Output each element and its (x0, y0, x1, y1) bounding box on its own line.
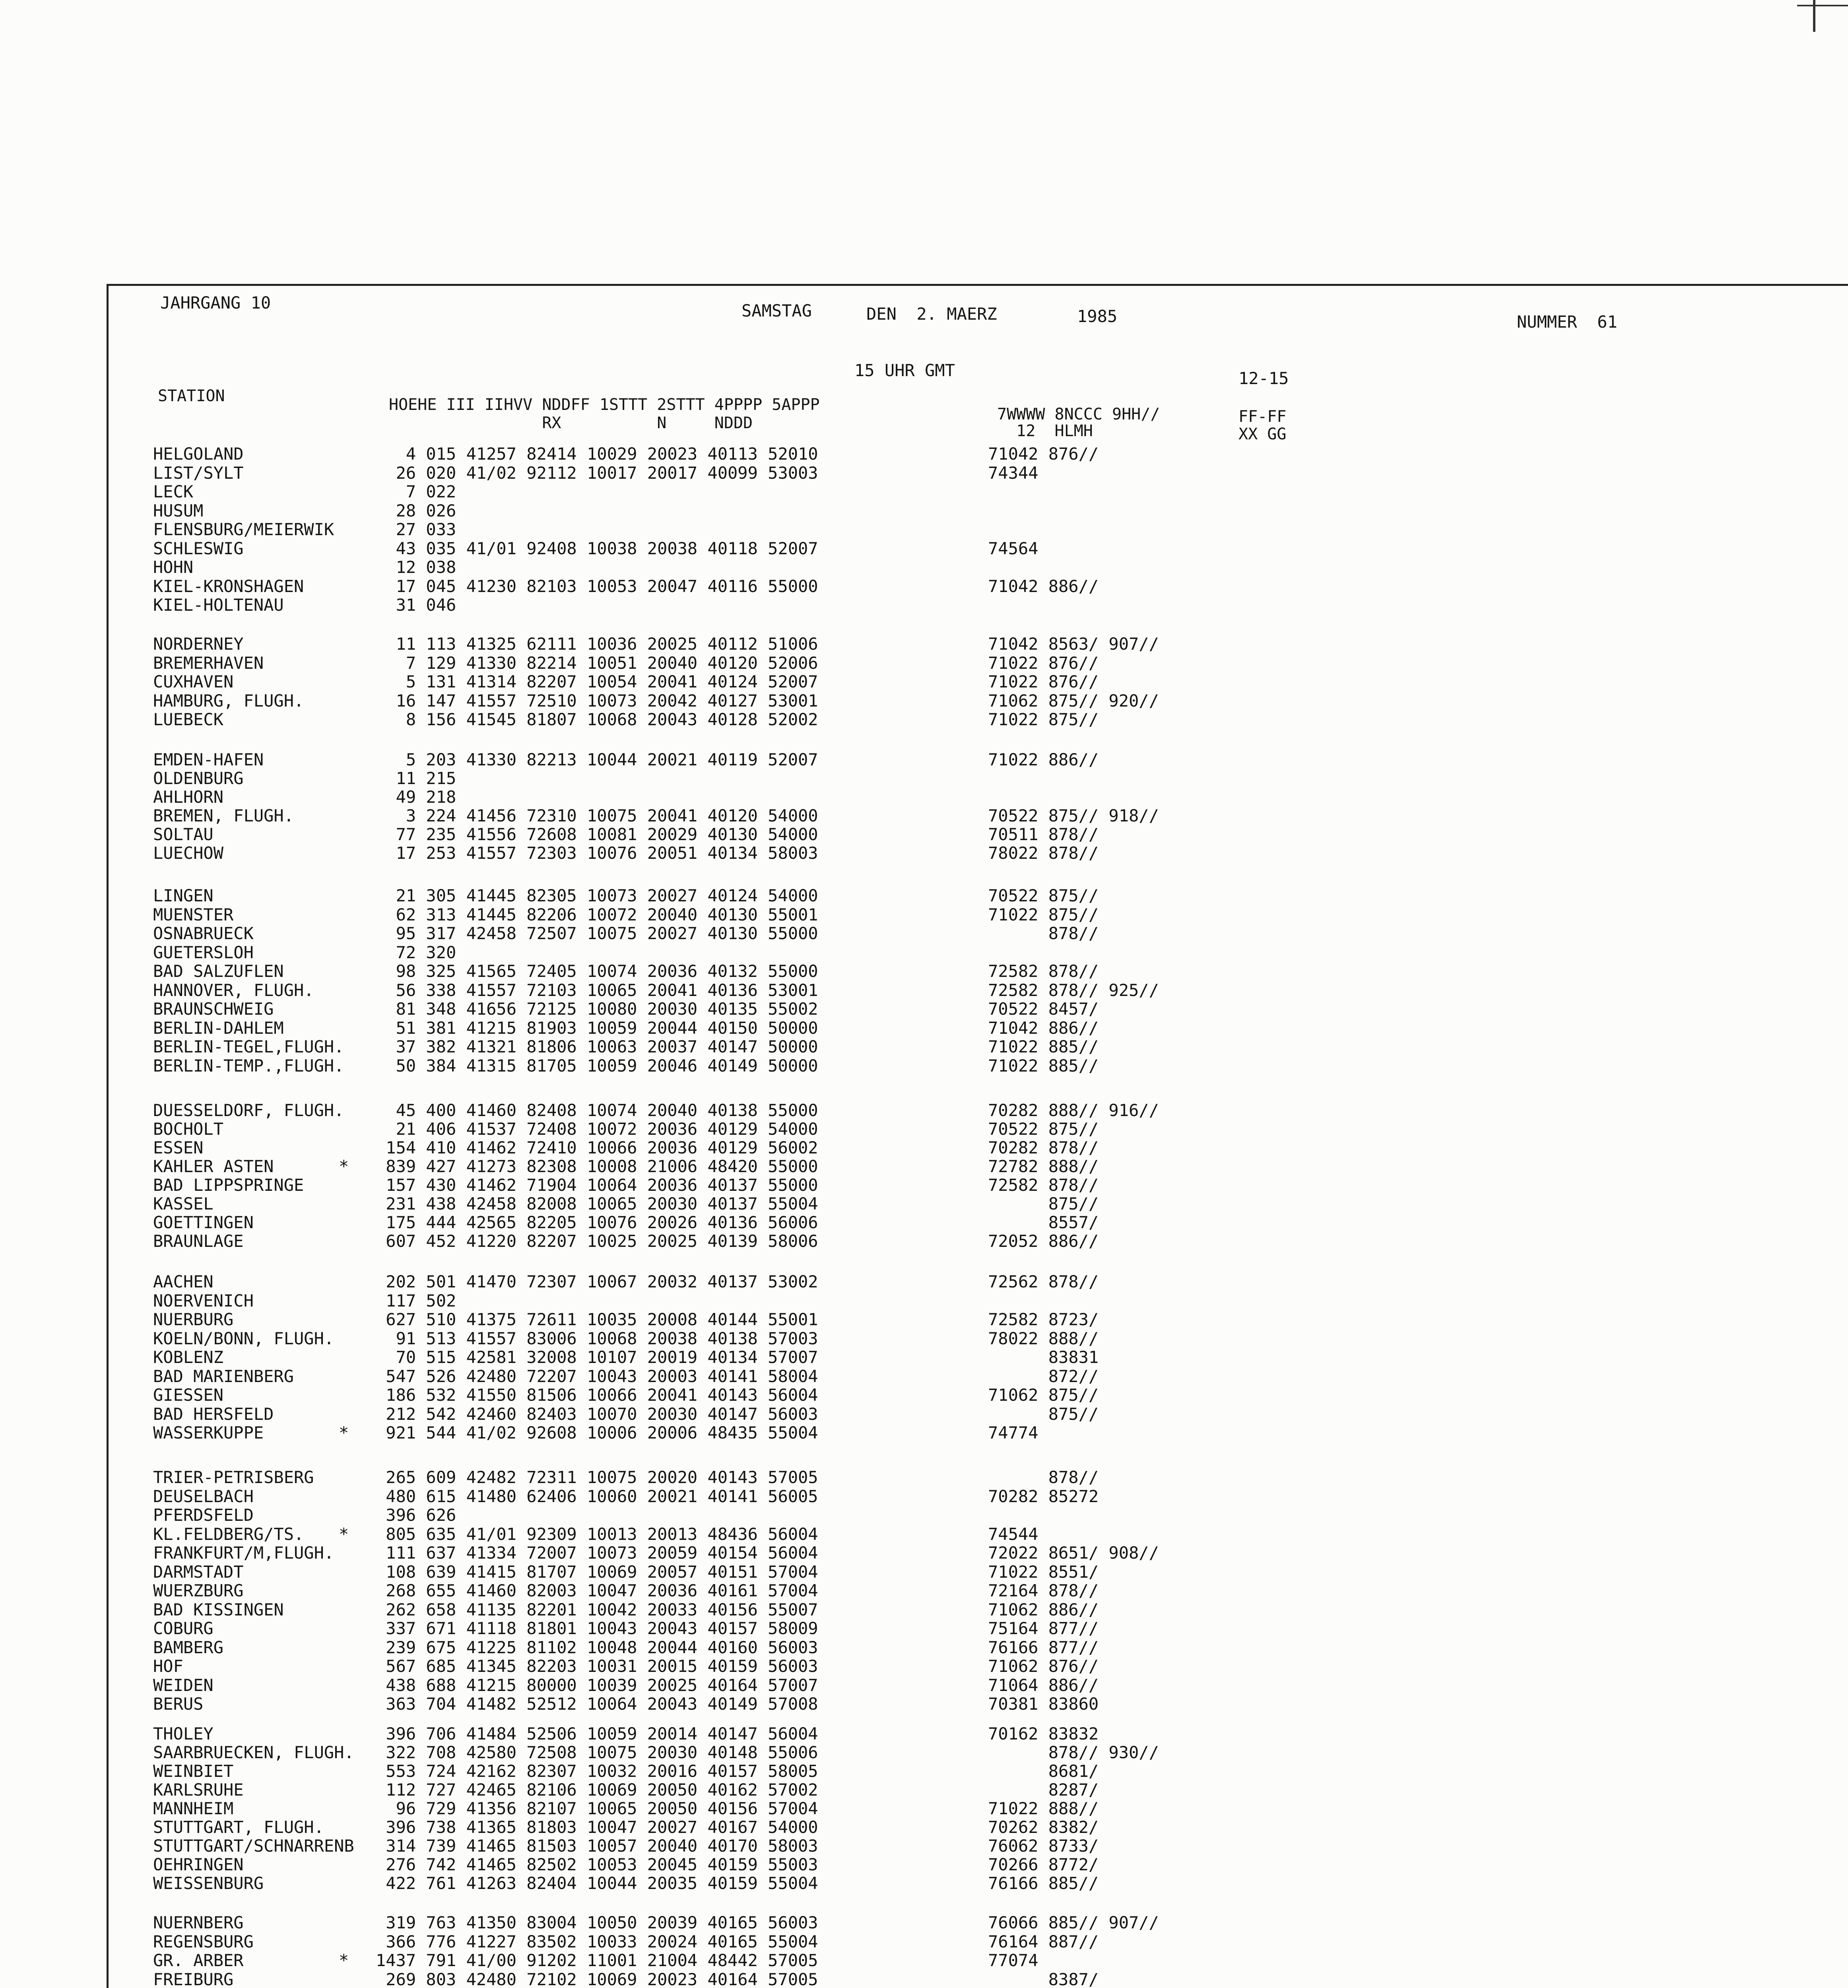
mountain-station-marker: * (339, 1951, 349, 1970)
observation-codes: 11 113 41325 62111 10036 20025 40112 51006 (376, 634, 818, 654)
extra-codes: 875// (988, 1404, 1099, 1424)
observation-codes: 17 253 41557 72303 10076 20051 40134 58003 (376, 843, 818, 863)
extra-codes: 872// (988, 1367, 1099, 1386)
extra-codes: 70522 875// (988, 886, 1099, 905)
observation-codes: 91 513 41557 83006 10068 20038 40138 57003 (376, 1329, 818, 1348)
station-name: BAD SALZUFLEN (153, 961, 284, 981)
observation-codes: 21 305 41445 82305 10073 20027 40124 54000 (376, 886, 818, 905)
observation-codes: 45 400 41460 82408 10074 20040 40138 55000 (376, 1101, 818, 1120)
observation-codes: 186 532 41550 81506 10066 20041 40143 56004 (376, 1385, 818, 1405)
code-column-header: HOEHE III IIHVV NDDFF 1STTT 2STTT 4PPPP 5APPP (389, 396, 820, 414)
extra-column-header: 7WWWW 8NCCC 9HH// (997, 405, 1160, 423)
observation-codes: 314 739 41465 81503 10057 20040 40170 58003 (376, 1836, 818, 1856)
station-name: BAD MARIENBERG (153, 1367, 294, 1386)
observation-codes: 43 035 41/01 92408 10038 20038 40118 52007 (376, 539, 818, 558)
station-name: LUEBECK (153, 710, 224, 729)
station-name: WASSERKUPPE (153, 1423, 264, 1442)
observation-codes: 95 317 42458 72507 10075 20027 40130 55000 (376, 924, 818, 943)
observation-codes: 607 452 41220 82207 10025 20025 40139 58006 (376, 1231, 818, 1251)
station-name: KL.FELDBERG/TS. (153, 1524, 304, 1544)
extra-codes: 70522 875// 918// (988, 806, 1159, 825)
observation-codes: 112 727 42465 82106 10069 20050 40162 57002 (376, 1780, 818, 1800)
extra-codes: 74564 (988, 539, 1039, 558)
extra-codes: 71062 875// (988, 1385, 1099, 1405)
observation-codes: 21 406 41537 72408 10072 20036 40129 54000 (376, 1119, 818, 1139)
volume-label: JAHRGANG 10 (160, 293, 271, 313)
observation-codes: 157 430 41462 71904 10064 20036 40137 55000 (376, 1175, 818, 1195)
station-name: TRIER-PETRISBERG (153, 1468, 314, 1487)
extra-codes: 70522 875// (988, 1119, 1099, 1139)
station-name: OSNABRUECK (153, 924, 254, 943)
extra-codes: 8387/ (988, 1970, 1099, 1988)
observation-codes: 212 542 42460 82403 10070 20030 40147 56003 (376, 1404, 818, 1424)
station-name: PFERDSFELD (153, 1505, 254, 1525)
station-name: AACHEN (153, 1272, 214, 1291)
extra-codes: 71022 8551/ (988, 1562, 1099, 1582)
station-name: SOLTAU (153, 825, 214, 844)
observation-codes: 322 708 42580 72508 10075 20030 40148 55006 (376, 1743, 818, 1762)
extra-codes: 71022 876// (988, 672, 1099, 691)
observation-codes: 567 685 41345 82203 10031 20015 40159 56003 (376, 1656, 818, 1676)
extra-codes: 878// (988, 924, 1099, 943)
observation-codes: 396 626 (376, 1505, 456, 1525)
observation-codes: 262 658 41135 82201 10042 20033 40156 55007 (376, 1600, 818, 1619)
extra-codes: 70162 83832 (988, 1724, 1099, 1743)
extra-column-subheader: 12 HLMH (997, 422, 1093, 440)
observation-codes: 366 776 41227 83502 10033 20024 40165 55004 (376, 1932, 818, 1951)
observation-codes: 62 313 41445 82206 10072 20040 40130 55001 (376, 905, 818, 924)
extra-codes: 72022 8651/ 908// (988, 1543, 1159, 1563)
observation-codes: 7 022 (376, 482, 456, 501)
station-name: BERUS (153, 1694, 204, 1714)
extra-codes: 74344 (988, 463, 1039, 483)
station-name: KIEL-HOLTENAU (153, 595, 284, 615)
station-name: STUTTGART, FLUGH. (153, 1817, 324, 1837)
station-name: HANNOVER, FLUGH. (153, 980, 314, 1000)
observation-codes: 268 655 41460 82003 10047 20036 40161 57004 (376, 1581, 818, 1600)
station-name: BOCHOLT (153, 1119, 224, 1139)
station-name: BAMBERG (153, 1638, 224, 1657)
extra-codes: 70522 8457/ (988, 999, 1099, 1019)
station-name: AHLHORN (153, 787, 224, 807)
observation-codes: 12 038 (376, 557, 456, 577)
station-name: GR. ARBER (153, 1951, 244, 1970)
observation-codes: 5 131 41314 82207 10054 20041 40124 52007 (376, 672, 818, 691)
station-name: REGENSBURG (153, 1932, 254, 1951)
extra-codes: 72582 878// (988, 1175, 1099, 1195)
station-name: DEUSELBACH (153, 1487, 254, 1506)
station-name: BRAUNSCHWEIG (153, 999, 274, 1019)
station-name: NOERVENICH (153, 1291, 254, 1310)
observation-codes: 3 224 41456 72310 10075 20041 40120 54000 (376, 806, 818, 825)
extra-codes: 8681/ (988, 1761, 1099, 1781)
extra-codes: 74774 (988, 1423, 1039, 1442)
observation-codes: 839 427 41273 82308 10008 21006 48420 55000 (376, 1157, 818, 1176)
extra-codes: 70282 888// 916// (988, 1101, 1159, 1120)
extra-codes: 71022 885// (988, 1037, 1099, 1056)
observation-codes: 276 742 41465 82502 10053 20045 40159 55003 (376, 1855, 818, 1874)
station-name: KASSEL (153, 1194, 214, 1213)
station-name: BRAUNLAGE (153, 1231, 244, 1251)
observation-codes: 396 738 41365 81803 10047 20027 40167 54000 (376, 1817, 818, 1837)
extra-codes: 8287/ (988, 1780, 1099, 1800)
observation-codes: 11 215 (376, 769, 456, 788)
observation-codes: 5 203 41330 82213 10044 20021 40119 52007 (376, 750, 818, 769)
observation-codes: 319 763 41350 83004 10050 20039 40165 56003 (376, 1913, 818, 1932)
extra-codes: 71042 886// (988, 1018, 1099, 1038)
station-name: NORDERNEY (153, 634, 244, 654)
extra-codes: 75164 877// (988, 1619, 1099, 1638)
observation-codes: 154 410 41462 72410 10066 20036 40129 56002 (376, 1138, 818, 1157)
station-name: DUESSELDORF, FLUGH. (153, 1101, 344, 1120)
weekday-label: SAMSTAG (742, 301, 812, 320)
extra-codes: 70511 878// (988, 825, 1099, 844)
extra-codes: 71022 885// (988, 1056, 1099, 1076)
observation-codes: 96 729 41356 82107 10065 20050 40156 57004 (376, 1799, 818, 1818)
extra-codes: 71022 875// (988, 710, 1099, 729)
station-name: BERLIN-TEGEL,FLUGH. (153, 1037, 344, 1056)
observation-codes: 337 671 41118 81801 10043 20043 40157 58009 (376, 1619, 818, 1638)
station-name: DARMSTADT (153, 1562, 244, 1582)
observation-codes: 108 639 41415 81707 10069 20057 40151 57004 (376, 1562, 818, 1582)
extra-codes: 71042 8563/ 907// (988, 634, 1159, 654)
station-name: BERLIN-DAHLEM (153, 1018, 284, 1038)
extra-codes: 71042 876// (988, 444, 1099, 464)
station-name: SAARBRUECKEN, FLUGH. (153, 1743, 354, 1762)
observation-time: 15 UHR GMT (854, 361, 955, 380)
station-column-header: STATION (158, 387, 225, 405)
extra-codes: 76062 8733/ (988, 1836, 1099, 1856)
issue-number: NUMMER 61 (1517, 312, 1617, 332)
extra-codes: 76166 877// (988, 1638, 1099, 1657)
station-name: WEINBIET (153, 1761, 234, 1781)
date-label: DEN 2. MAERZ (866, 304, 997, 324)
observation-codes: 269 803 42480 72102 10069 20023 40164 57005 (376, 1970, 818, 1988)
station-name: KOBLENZ (153, 1347, 224, 1367)
extra-codes: 71062 886// (988, 1600, 1099, 1619)
extra-codes: 8557/ (988, 1213, 1099, 1232)
station-name: HOHN (153, 557, 194, 577)
extra-codes: 70282 878// (988, 1138, 1099, 1157)
observation-codes: 26 020 41/02 92112 10017 20017 40099 53003 (376, 463, 818, 483)
extra-codes: 878// 930// (988, 1743, 1159, 1762)
station-name: FLENSBURG/MEIERWIK (153, 520, 334, 539)
extra-codes: 70262 8382/ (988, 1817, 1099, 1837)
station-name: CUXHAVEN (153, 672, 234, 691)
station-name: BERLIN-TEMP.,FLUGH. (153, 1056, 344, 1076)
observation-codes: 49 218 (376, 787, 456, 807)
extra-codes: 71042 886// (988, 577, 1099, 596)
station-name: KAHLER ASTEN (153, 1157, 274, 1176)
extra-codes: 875// (988, 1194, 1099, 1213)
station-name: FREIBURG (153, 1970, 234, 1988)
observation-codes: 50 384 41315 81705 10059 20046 40149 50000 (376, 1056, 818, 1076)
extra-codes: 71064 886// (988, 1675, 1099, 1695)
observation-codes: 111 637 41334 72007 10073 20059 40154 56004 (376, 1543, 818, 1563)
observation-codes: 202 501 41470 72307 10067 20032 40137 53002 (376, 1272, 818, 1291)
station-name: BREMEN, FLUGH. (153, 806, 294, 825)
extra-codes: 72164 878// (988, 1581, 1099, 1600)
extra-codes: 72582 8723/ (988, 1310, 1099, 1329)
extra-codes: 72782 888// (988, 1157, 1099, 1176)
observation-codes: 17 045 41230 82103 10053 20047 40116 55000 (376, 577, 818, 596)
observation-codes: 28 026 (376, 501, 456, 520)
station-name: BAD HERSFELD (153, 1404, 274, 1424)
extra-codes: 72052 886// (988, 1231, 1099, 1251)
station-name: WEIDEN (153, 1675, 214, 1695)
observation-codes: 81 348 41656 72125 10080 20030 40135 55002 (376, 999, 818, 1019)
observation-codes: 8 156 41545 81807 10068 20043 40128 52002 (376, 710, 818, 729)
observation-codes: 37 382 41321 81806 10063 20037 40147 50000 (376, 1037, 818, 1056)
station-name: THOLEY (153, 1724, 214, 1743)
observation-codes: 51 381 41215 81903 10059 20044 40150 50000 (376, 1018, 818, 1038)
observation-codes: 98 325 41565 72405 10074 20036 40132 55000 (376, 961, 818, 981)
observation-codes: 438 688 41215 80000 10039 20025 40164 57007 (376, 1675, 818, 1695)
extra-codes: 70381 83860 (988, 1694, 1099, 1714)
observation-codes: 239 675 41225 81102 10048 20044 40160 56003 (376, 1638, 818, 1657)
station-name: BAD LIPPSPRINGE (153, 1175, 304, 1195)
station-name: LIST/SYLT (153, 463, 244, 483)
extra-codes: 74544 (988, 1524, 1039, 1544)
observation-codes: 31 046 (376, 595, 456, 615)
station-name: EMDEN-HAFEN (153, 750, 264, 769)
station-name: GUETERSLOH (153, 943, 254, 962)
weather-report-sheet (107, 284, 1848, 1988)
observation-codes: 4 015 41257 82414 10029 20023 40113 52010 (376, 444, 818, 464)
observation-codes: 1437 791 41/00 91202 11001 21004 48442 57005 (376, 1951, 818, 1970)
station-name: MUENSTER (153, 905, 234, 924)
extra-codes: 76166 885// (988, 1873, 1099, 1893)
extra-codes: 71022 876// (988, 653, 1099, 673)
station-name: GOETTINGEN (153, 1213, 254, 1232)
code-column-subheader: RX N NDDD (389, 414, 753, 432)
station-name: GIESSEN (153, 1385, 224, 1405)
station-name: WEISSENBURG (153, 1873, 264, 1893)
extra-codes: 70266 8772/ (988, 1855, 1099, 1874)
year-label: 1985 (1077, 307, 1118, 326)
extra-codes: 71062 876// (988, 1656, 1099, 1676)
station-name: OEHRINGEN (153, 1855, 244, 1874)
station-name: WUERZBURG (153, 1581, 244, 1600)
station-name: FRANKFURT/M,FLUGH. (153, 1543, 334, 1563)
observation-codes: 56 338 41557 72103 10065 20041 40136 53001 (376, 980, 818, 1000)
observation-codes: 627 510 41375 72611 10035 20008 40144 55001 (376, 1310, 818, 1329)
extra-codes: 78022 878// (988, 843, 1099, 863)
extra-codes: 78022 888// (988, 1329, 1099, 1348)
mountain-station-marker: * (339, 1524, 349, 1544)
station-name: LUECHOW (153, 843, 224, 863)
observation-codes: 72 320 (376, 943, 456, 962)
extra-codes: 76164 887// (988, 1932, 1099, 1951)
observation-codes: 921 544 41/02 92608 10006 20006 48435 55004 (376, 1423, 818, 1442)
observation-codes: 77 235 41556 72608 10081 20029 40130 54000 (376, 825, 818, 844)
observation-codes: 27 033 (376, 520, 456, 539)
extra-codes: 76066 885// 907// (988, 1913, 1159, 1932)
station-name: STUTTGART/SCHNARRENB (153, 1836, 354, 1856)
extra-codes: 71022 888// (988, 1799, 1099, 1818)
scan-edge-mark (1797, 5, 1848, 6)
station-name: HOF (153, 1656, 183, 1676)
station-name: COBURG (153, 1619, 214, 1638)
station-name: KARLSRUHE (153, 1780, 244, 1800)
observation-codes: 265 609 42482 72311 10075 20020 40143 57005 (376, 1468, 818, 1487)
mountain-station-marker: * (339, 1157, 349, 1176)
observation-codes: 422 761 41263 82404 10044 20035 40159 55004 (376, 1873, 818, 1893)
observation-codes: 117 502 (376, 1291, 456, 1310)
observation-codes: 805 635 41/01 92309 10013 20013 48436 56004 (376, 1524, 818, 1544)
observation-codes: 231 438 42458 82008 10065 20030 40137 55004 (376, 1194, 818, 1213)
station-name: BAD KISSINGEN (153, 1600, 284, 1619)
observation-codes: 553 724 42162 82307 10032 20016 40157 58005 (376, 1761, 818, 1781)
extra-codes: 72582 878// 925// (988, 980, 1159, 1000)
observation-codes: 396 706 41484 52506 10059 20014 40147 56004 (376, 1724, 818, 1743)
extra-codes: 70282 85272 (988, 1487, 1099, 1506)
station-name: HUSUM (153, 501, 204, 520)
observation-codes: 547 526 42480 72207 10043 20003 40141 58004 (376, 1367, 818, 1386)
period-label: 12-15 (1238, 369, 1289, 388)
station-name: HAMBURG, FLUGH. (153, 691, 304, 711)
extra-codes: 71022 886// (988, 750, 1099, 769)
observation-codes: 175 444 42565 82205 10076 20026 40136 56006 (376, 1213, 818, 1232)
station-name: HELGOLAND (153, 444, 244, 464)
station-name: MANNHEIM (153, 1799, 234, 1818)
extra-codes: 77074 (988, 1951, 1039, 1970)
station-name: KIEL-KRONSHAGEN (153, 577, 304, 596)
extra-codes: 71062 875// 920// (988, 691, 1159, 711)
extra-codes: 72582 878// (988, 961, 1099, 981)
wind-column-header: FF-FF (1238, 408, 1287, 426)
observation-codes: 16 147 41557 72510 10073 20042 40127 53001 (376, 691, 818, 711)
station-name: OLDENBURG (153, 769, 244, 788)
extra-codes: 878// (988, 1468, 1099, 1487)
extra-codes: 71022 875// (988, 905, 1099, 924)
station-name: LINGEN (153, 886, 214, 905)
station-name: LECK (153, 482, 194, 501)
station-name: NUERBURG (153, 1310, 234, 1329)
station-name: NUERNBERG (153, 1913, 244, 1932)
observation-codes: 363 704 41482 52512 10064 20043 40149 57008 (376, 1694, 818, 1714)
station-name: ESSEN (153, 1138, 204, 1157)
extra-codes: 72562 878// (988, 1272, 1099, 1291)
wind-column-subheader: XX GG (1238, 425, 1287, 443)
extra-codes: 83831 (988, 1347, 1099, 1367)
observation-codes: 70 515 42581 32008 10107 20019 40134 57007 (376, 1347, 818, 1367)
station-name: KOELN/BONN, FLUGH. (153, 1329, 334, 1348)
observation-codes: 480 615 41480 62406 10060 20021 40141 56005 (376, 1487, 818, 1506)
mountain-station-marker: * (339, 1423, 349, 1442)
station-name: BREMERHAVEN (153, 653, 264, 673)
station-name: SCHLESWIG (153, 539, 244, 558)
observation-codes: 7 129 41330 82214 10051 20040 40120 52006 (376, 653, 818, 673)
